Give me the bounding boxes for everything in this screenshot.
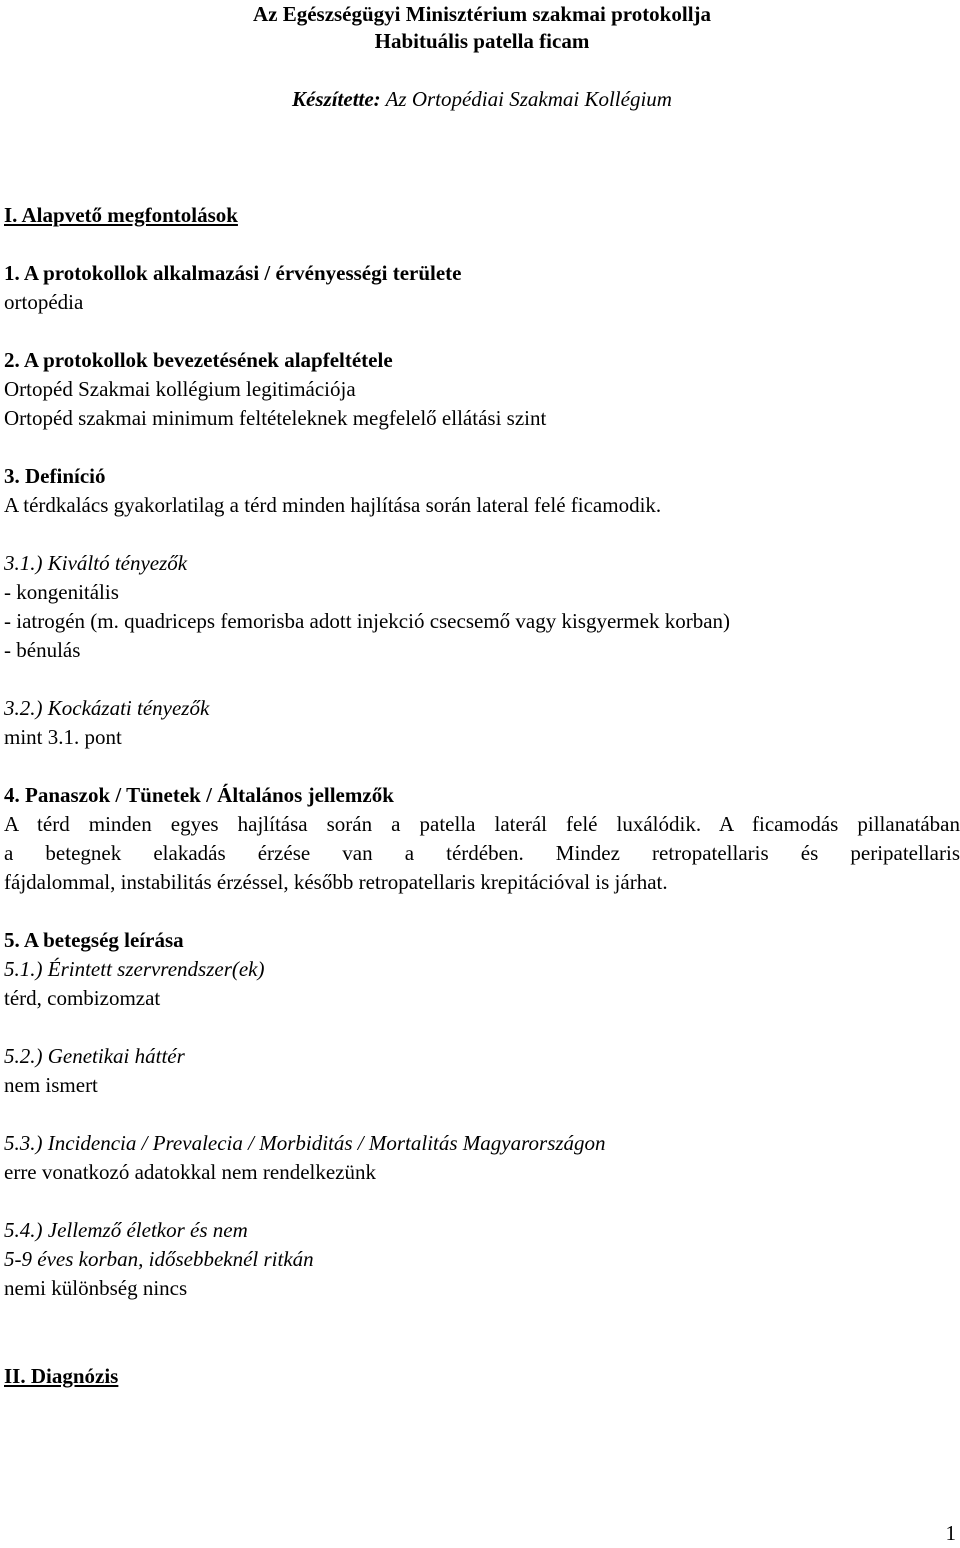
- list-item: - iatrogén (m. quadriceps femorisba adott injekció csecsemő vagy kisgyermek korban): [4, 609, 731, 633]
- author-line: [0, 85, 960, 114]
- document-subtitle: Habituális patella ficam: [374, 29, 590, 53]
- text-5-3: erre vonatkozó adatokkal nem rendelkezünk: [4, 1160, 377, 1184]
- heading-5: 5. A betegség leírása: [4, 928, 184, 952]
- text-5-1: térd, combizomzat: [4, 986, 161, 1010]
- heading-3: 3. Definíció: [4, 464, 106, 488]
- text-2-line-2: Ortopéd szakmai minimum feltételeknek megfelelő ellátási szint: [4, 406, 547, 430]
- heading-1: 1. A protokollok alkalmazási / érvényességi területe: [4, 261, 462, 285]
- text-2-line-1: Ortopéd Szakmai kollégium legitimációja: [4, 377, 356, 401]
- text-4-line-3: fájdalommal, instabilitás érzéssel, később retropatellaris krepitációval is járhat.: [4, 870, 668, 894]
- text-4-line-1: A térd minden egyes hajlítása során a patella laterál felé luxálódik. A ficamodás pillanatában: [4, 812, 960, 836]
- heading-5-1: 5.1.) Érintett szervrendszer(ek): [4, 957, 265, 981]
- heading-2: 2. A protokollok bevezetésének alapfeltétele: [4, 348, 393, 372]
- heading-3-2: 3.2.) Kockázati tényezők: [4, 696, 210, 720]
- heading-5-2: 5.2.) Genetikai háttér: [4, 1044, 185, 1068]
- heading-4: 4. Panaszok / Tünetek / Általános jellemzők: [4, 783, 394, 807]
- list-item: - bénulás: [4, 638, 81, 662]
- text-1: ortopédia: [4, 290, 84, 314]
- page-number: 1: [945, 1521, 956, 1545]
- text-3: A térdkalács gyakorlatilag a térd minden hajlítása során lateral felé ficamodik.: [4, 493, 662, 517]
- section-heading-I: I. Alapvető megfontolások: [4, 203, 238, 227]
- text-4-line-2: a betegnek elakadás érzése van a térdében. Mindez retropatellaris és peripatellaris: [4, 841, 960, 865]
- list-item: - kongenitális: [4, 580, 119, 604]
- document-title: Az Egészségügyi Minisztérium szakmai protokollja: [252, 2, 712, 26]
- author-name: Az Ortopédiai Szakmai Kollégium: [385, 87, 672, 111]
- text-5-4-italic: 5-9 éves korban, idősebbeknél ritkán: [4, 1247, 314, 1271]
- heading-5-4: 5.4.) Jellemző életkor és nem: [4, 1218, 248, 1242]
- author-label: Készítette:: [292, 87, 381, 111]
- heading-5-3: 5.3.) Incidencia / Prevalecia / Morbiditás / Mortalitás Magyarországon: [4, 1131, 606, 1155]
- text-5-4: nemi különbség nincs: [4, 1276, 188, 1300]
- section-heading-II: II. Diagnózis: [4, 1364, 119, 1388]
- heading-3-1: 3.1.) Kiváltó tényezők: [4, 551, 188, 575]
- text-3-2: mint 3.1. pont: [4, 725, 122, 749]
- text-5-2: nem ismert: [4, 1073, 98, 1097]
